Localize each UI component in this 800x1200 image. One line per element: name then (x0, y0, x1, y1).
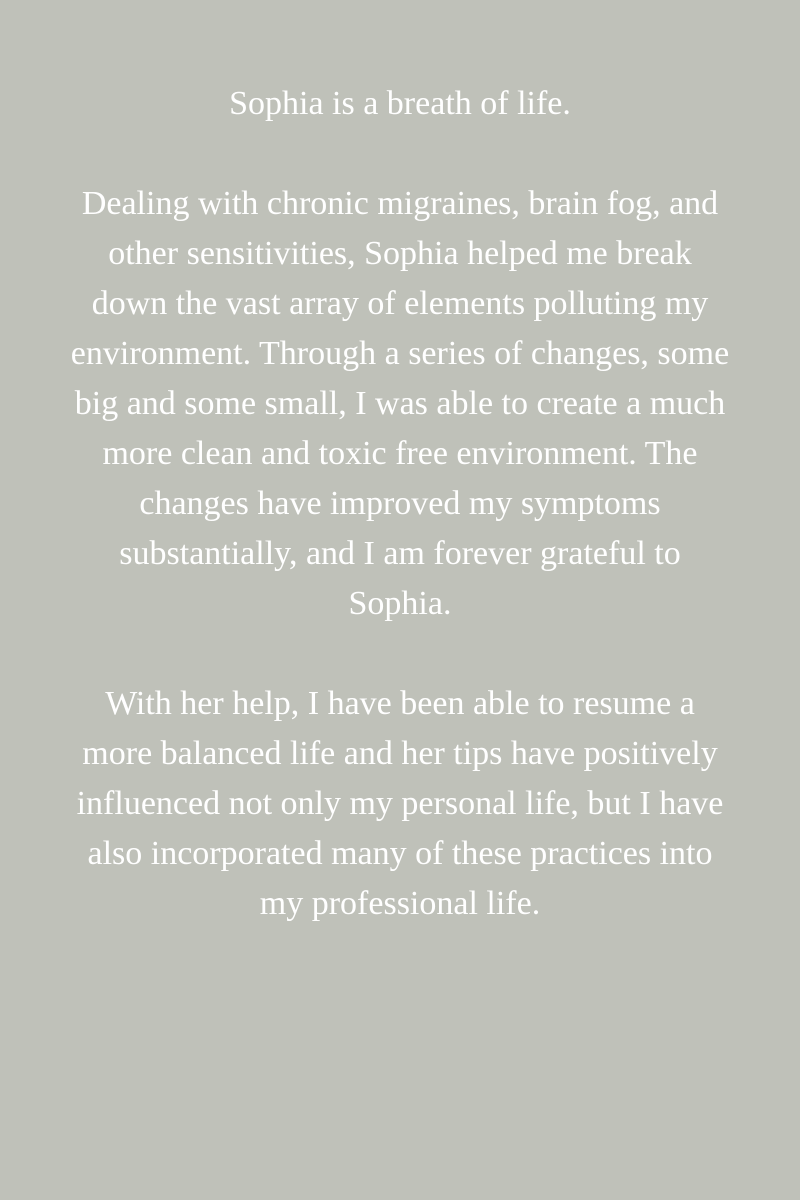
testimonial-opening: Sophia is a breath of life. (229, 85, 571, 122)
testimonial-closing: With her help, I have been able to resume a more balanced life and her tips have positively influenced not only my personal life, but I have also incorporated many of these practices into my professional life. (76, 685, 724, 922)
testimonial-story: Dealing with chronic migraines, brain fog, and other sensitivities, Sophia helped me break down the vast array of elements polluting my environment. Through a series of changes, some big and some small, I was able to create a much more clean and toxic free environment. The changes have improved my symptoms substantially, and I am forever grateful to Sophia. (70, 185, 730, 622)
